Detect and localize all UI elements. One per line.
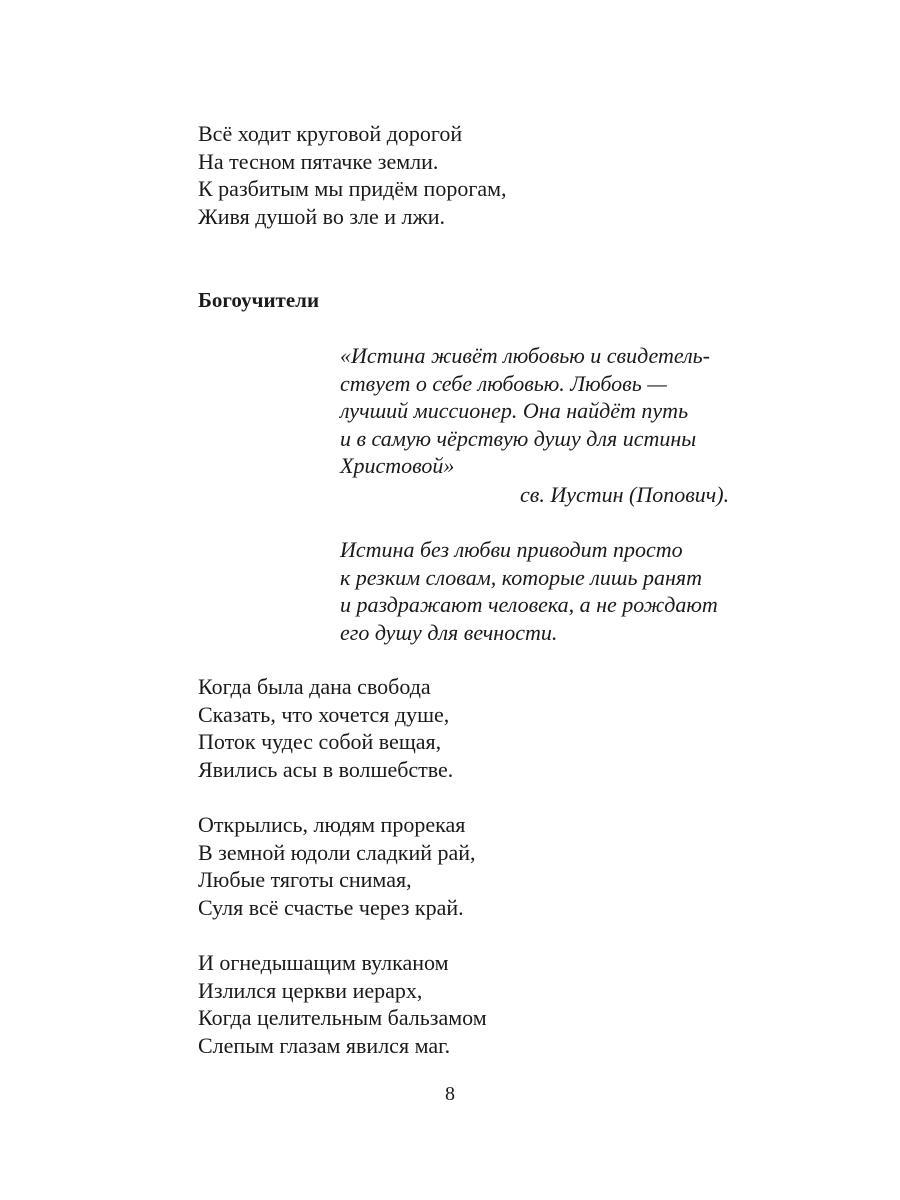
epigraph-line: «Истина живёт любовью и свидетель- [340, 343, 711, 368]
epigraph-line: ствует о себе любовью. Любовь — [340, 370, 667, 396]
verse-line: Открылись, людям прорекая [198, 812, 466, 837]
verse-line: На тесном пятачке земли. [198, 148, 439, 174]
verse-line: Сказать, что хочется душе, [198, 701, 450, 727]
epigraph-line: к резким словам, которые лишь ранят [340, 564, 702, 590]
page-number: 8 [445, 1083, 455, 1105]
verse-line: Любые тяготы снимая, [198, 867, 412, 892]
epigraph-line: и раздражают человека, а не рождают [340, 592, 718, 617]
epigraph-line: Истина без любви приводит просто [340, 537, 683, 562]
verse-line: Всё ходит круговой дорогой [198, 121, 463, 146]
poem-stanza [198, 811, 476, 921]
epigraph-attribution: св. Иустин (Попович). [520, 482, 730, 507]
verse-line: Когда была дана свобода [198, 674, 431, 699]
verse-line: Явились асы в волшебстве. [198, 756, 454, 782]
verse-line: Когда целительным бальзамом [198, 1005, 487, 1030]
verse-line: Слепым глазам явился маг. [198, 1032, 451, 1058]
epigraph-line: лучший миссионер. Она найдёт путь [340, 398, 689, 423]
epigraph-quote [340, 342, 710, 480]
poem-stanza [198, 949, 487, 1059]
top-stanza [198, 120, 507, 230]
poem-title: Богоучители [198, 288, 320, 312]
verse-line: К разбитым мы придём порогам, [198, 176, 507, 201]
verse-line: В земной юдоли сладкий рай, [198, 839, 476, 865]
poem-stanza [198, 673, 453, 783]
epigraph-note [340, 536, 718, 646]
epigraph-line: его душу для вечности. [340, 619, 558, 645]
verse-line: И огнедышащим вулканом [198, 950, 449, 975]
verse-line: Живя душой во зле и лжи. [198, 203, 446, 229]
epigraph-line: и в самую чёрствую душу для истины [340, 425, 697, 451]
epigraph-line: Христовой» [340, 453, 455, 478]
verse-line: Суля всё счастье через край. [198, 894, 464, 920]
verse-line: Излился церкви иерарх, [198, 977, 423, 1003]
verse-line: Поток чудес собой вещая, [198, 729, 442, 754]
